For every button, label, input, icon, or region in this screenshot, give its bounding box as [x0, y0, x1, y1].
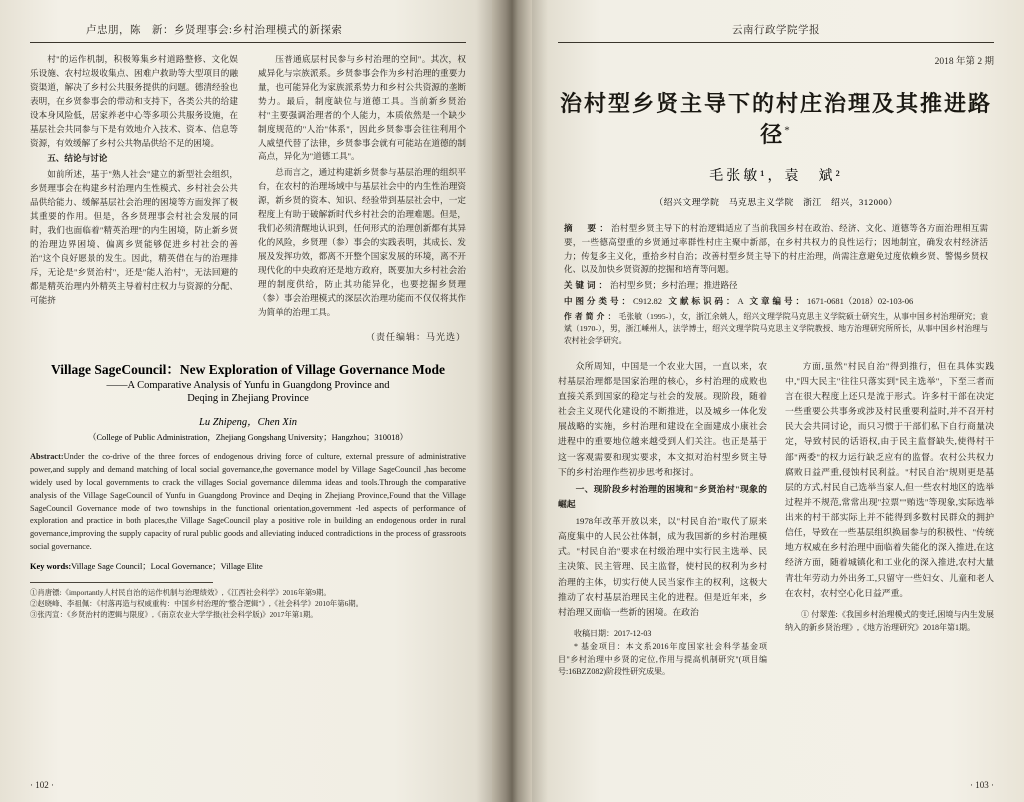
article-number-value: 1671-0681（2018）02-103-06 [807, 295, 914, 306]
received-date-line [558, 628, 767, 641]
right-footnote-block [785, 609, 994, 635]
paragraph: 压普通底层村民参与乡村治理的空间"。其次，权威异化与宗族派系。乡贤参事会作为乡村治理的重要力量，也可能异化为家族派系势力和乡村公共资源的垄断势力。最后，制度缺位与道德工具。当前新乡贤治村"主要强调治理者的个人能力，本质依然是一个缺少制度规范的"人治"体系"，因此乡贤参事会往往利用个人威望代替了法律，乡贤参事会就有可能站在道德的制高点，异化为"道德工具"。 [258, 54, 466, 162]
english-abstract [30, 451, 466, 554]
english-subtitle-line2: Deqing in Zhejiang Province [187, 393, 309, 405]
footnote-2: ②赵晓峰、李祖佩：《村落再造与权威重构：中国乡村治理的"整合逻辑"》,《社会科学》2010年第6期。 [30, 599, 364, 609]
english-subtitle-line1: ——A Comparative Analysis of Yunfu in Guangdong Province and [106, 380, 390, 392]
article-title-text: 治村型乡贤主导下的村庄治理及其推进路径 [559, 91, 992, 147]
left-page-number: · 102 · [30, 780, 54, 790]
clc-label: 中图分类号： [564, 295, 634, 306]
right-columns [558, 359, 994, 679]
book-gutter [492, 0, 532, 802]
footnote-3: ③张丙宣：《乡贤治村的逻辑与限度》,《南京农业大学学报(社会科学版)》2017年第1期。 [30, 610, 318, 620]
article-authors: 毛张敏¹，袁 斌² [709, 169, 843, 184]
paragraph: 村"的运作机制，积极筹集乡村道路整修、文化娱乐设施、农村垃圾收集点、困难户救助等大型项目的融资渠道，解决了乡村公共服务提供的问题。德清经验也表明，在乡贤参事会的带动和支持下，各类公共的给建设本身风险低，居家养老中心等多项公共服务设施，在基层社会共同参与下是有效地介入技术、资本、信息等资源，有效缓解了乡村公共物品供给不足的困境。 [30, 54, 238, 148]
keywords-label: 关键词： [564, 280, 611, 291]
right-page-number: · 103 · [970, 780, 994, 790]
clc-value: C912.82 [633, 295, 663, 306]
english-keywords-label: Key words: [30, 561, 72, 571]
issue-line: 2018 年第 2 期 [934, 57, 994, 67]
english-abstract-text: Under the co-drive of the three forces of endogenous driving force of culture, external pressure of administrative power,and supply and demand matching of local social governance,the governance model by Village SageCouncil ,has become widely used by local governments to crack the villages Social governance dilemma ideas and tools.Through the comparative analysis of the Village SageCouncil of Yunfu in Guangdong Province and Deqing in Zhejiang Province,Found that the Village SageCouncil Governance mode of two townships in the functional orientation,government -led aspects of performance of exploration and practice in both places,the Village SageCouncil play a positive role in building an endogenous order in rural governance,improving the supply capacity of rural public goods and alleviating induced contradictions in the process of grassroots social governance. [30, 452, 466, 552]
english-affiliation: （College of Public Administration，Zhejiang Gongshang University；Hangzhou；310018） [88, 433, 408, 443]
left-column-1 [30, 53, 238, 344]
section-heading: 一、现阶段乡村治理的困境和"乡贤治村"现象的崛起 [558, 483, 767, 509]
editor-note: （责任编辑：马光选） [365, 331, 466, 342]
left-head-rule [30, 42, 466, 43]
abstract-label: 摘 要： [564, 223, 612, 233]
abstract-block [564, 222, 988, 277]
article-number-label: 文章编号： [749, 295, 808, 306]
section-heading: 五、结论与讨论 [47, 153, 108, 164]
clc-block [564, 295, 988, 309]
article-meta [564, 222, 988, 347]
paragraph: 总而言之，通过构建新乡贤参与基层治理的组织平台，在农村的治理场域中与基层社会中的内生性治理资源，新乡贤的资本、知识、经验带到基层社会中，一定程度上有助于破解新时代乡村社会的治理难题。但是，我们必须清醒地认识到，任何形式的治理创新都有其异化的风险，乡贤理（参）事会的实践表明，其成长、发展及发挥功效，都离不开整个国家发展的环境，离不开现代化的中央政府还是地方政府，既要加大乡村社会治理的制度供给，防止其功能异化，也要挖掘乡贤理（参）事会治理模式的深层次治理功能而不仅仅将其作为简单的治理工具。 [258, 167, 466, 317]
english-authors: Lu Zhipeng，Chen Xin [198, 417, 297, 429]
english-keywords [30, 560, 466, 572]
received-date: 2017-12-03 [614, 628, 652, 638]
right-head-rule [558, 42, 994, 43]
received-label: 收稿日期： [574, 628, 614, 638]
right-column-2 [785, 359, 994, 679]
paragraph: 如前所述，基于"熟人社会"建立的新型社会组织，乡贤理事会在构建乡村治理内生性模式、乡村社会公共品供给能力、缓解基层社会治理的困境等方面发挥了极其重要的作用。但是，各乡贤理事会村社会发展的同时，我们也面临着"精英治理"的内生困境，防止新乡贤的治理边界困境、偏离乡贤能够促进乡村社会的善治"这个良好愿景的发生。因此，精英借在与的治理排斥，无论是"乡贤治村"，还是"能人治村"，无法回避的都是精英治理内外精英主导着村庄权力与资源的分配、可能挤 [30, 169, 238, 305]
article-affiliation: （绍兴文理学院 马克思主义学院 浙江 绍兴，312000） [654, 197, 898, 207]
footnote-rule [30, 582, 213, 583]
title-footnote-mark: * [784, 124, 792, 137]
english-title: Village SageCouncil：New Exploration of Village Governance Mode [51, 362, 445, 378]
english-abstract-label: Abstract: [30, 452, 64, 462]
author-bio-block [564, 311, 988, 347]
english-keywords-text: Village Sage Council；Local Governance；Village Elite [71, 561, 263, 571]
keywords-text: 治村型乡贤；乡村治理；推进路径 [610, 280, 738, 291]
paragraph: 方面,虽然"村民自治"得到推行，但在具体实践中,"四大民主"往往只落实到"民主选举"，下至三者而言在很大程度上还只是流于形式。许多村干部在决定一些重要公共事务或涉及村民重要利益时,并不召开村民大会共同讨论，而只习惯于干部们私下自行商量决定，导致村民的话语权,由于民主监督缺失,使得村干部"两委"的权力运行缺乏应有的监督。农村公共权力腐败日益严重,侵蚀村民利益。"村民自治"规则更是基层的方式,村民自己选举当家人,但一些农村地区的选举过程并不规范,常常出现"拉票""贿选"等现象,实际选举出来的村干部实际上并不能得到多数村民群众的拥护信任，导致在一些基层组织换届参与的积极性、"传统地方权威在乡村治理中面临着失能化的深入推进,在这经济方面，随着城镇化和工业化的深入推进,农村大量青壮年劳动力外出务工,只留守一些妇女、儿童和老人在农村，农村空心化日益严重。 [785, 360, 994, 598]
left-column-2 [258, 53, 466, 344]
doc-value: A [737, 295, 744, 306]
fund-note: * 基金项目：本文系2016年度国家社会科学基金项目"乡村治理中乡贤的定位,作用与提高机制研究"(项目编号:16BZZ082)阶段性研究成果。 [558, 641, 767, 677]
paragraph: 众所周知，中国是一个农业大国，一直以来，农村基层治理都是国家治理的核心，乡村治理的成败也直接关系到国家的稳定与社会的发展。现阶段，随着社会主义现代化建设的不断推进，以及城乡一体化发展战略的实施，乡村治理和建设在全面建成小康社会进程中的重要地位越来越受到人们关注。也正是基于这一客观需要和现实要求，本文拟对治村型乡贤主导下的乡村治理作些初步思考和探讨。 [558, 360, 767, 477]
left-running-head [30, 22, 466, 37]
footnote-1: ①肖唐镖:《importantly人村民自治的运作机制与治理绩效》,《江西社会科学》2016年第9期。 [30, 587, 331, 597]
article-title [558, 87, 994, 149]
left-running-head-text: 卢忠朋，陈 新：乡贤理事会:乡村治理模式的新探索 [86, 25, 343, 36]
right-running-head [558, 22, 994, 37]
doc-label: 文献标识码： [668, 295, 738, 306]
paragraph: 1978年改革开放以来，以"村民自治"取代了原来高度集中的人民公社体制，成为我国新的乡村治理模式。"村民自治"要求在村级治理中实行民主选举、民主决策、民主管理、民主监督，使村民的权利为乡村治理的主体，切实行使人民当家作主的权利，这极大推动了农村基层治理民主化的进程。但是近年来，乡村治理又面临一些新的困境。在政治 [558, 516, 767, 617]
footnote-1: ① 付翠莲:《我国乡村治理模式的变迁,困境与内生发展纳入的新乡贤治理》,《地方治理研究》2018年第1期。 [785, 609, 994, 632]
abstract-text: 治村型乡贤主导下的村治逻辑适应了当前我国乡村在政治、经济、文化、道德等各方面治理相互需要，一些德高望重的乡贤通过率群性村庄主聚中新部，在乡村共权力的良性运行；因地制宜，确发农村经济活力；传复多主义化，重拾乡村自治；改善村型乡贤主导下的村庄治理，尚需注意避免过度依赖乡贤、警惕乡贤权化、以及加快乡贤资源的挖掘和培育等问题。 [564, 223, 988, 275]
author-bio-label: 作者简介： [564, 311, 619, 321]
right-page [532, 0, 1024, 802]
author-bio-text: 毛张敏（1995-），女，浙江余姚人，绍兴文理学院马克思主义学院硕士研究生，从事中国乡村治理研究；袁斌（1970-），男，浙江嵊州人，法学博士，绍兴文理学院马克思主义学院教授、地方治理研究所所长，从事中国乡村治理与农村社会学研究。 [564, 311, 989, 345]
left-columns [30, 53, 466, 344]
keywords-block [564, 279, 988, 293]
received-block [558, 628, 767, 679]
right-running-head-text: 云南行政学院学报 [732, 25, 820, 36]
right-column-1 [558, 359, 767, 679]
left-page [0, 0, 492, 802]
